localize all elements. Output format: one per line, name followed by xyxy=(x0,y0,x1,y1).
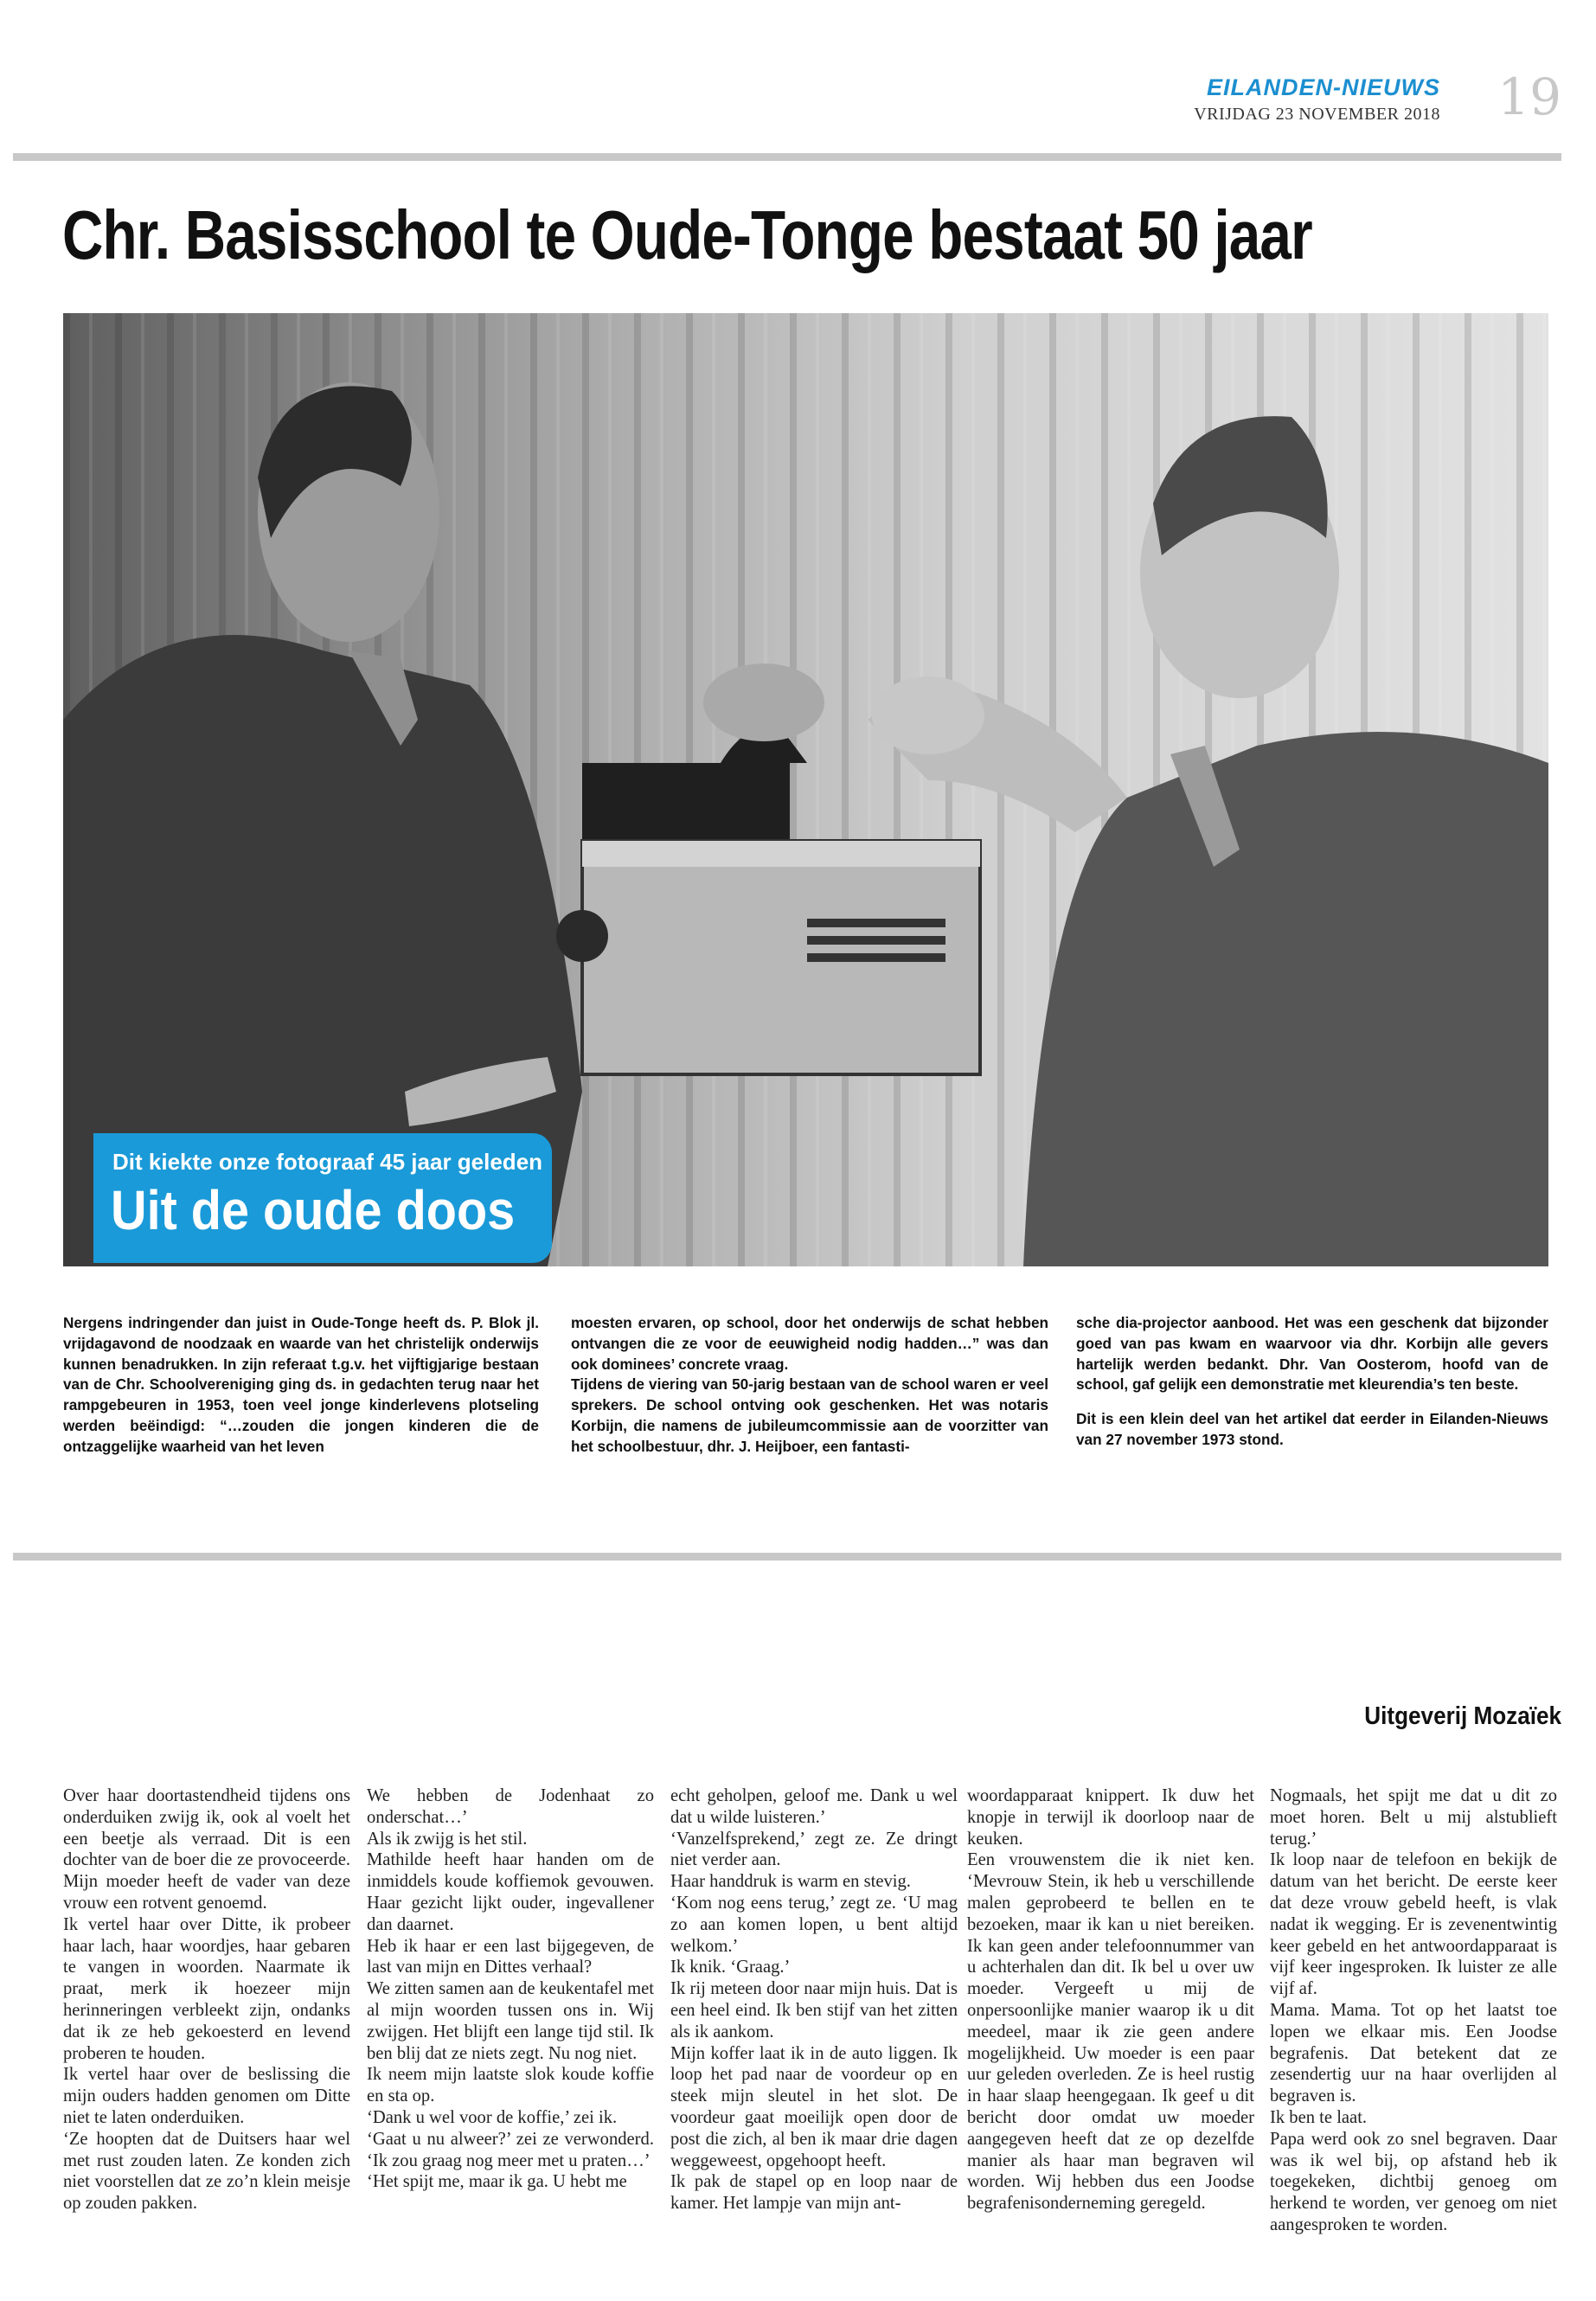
masthead xyxy=(1194,74,1440,125)
story-paragraph: Haar handdruk is warm en stevig. xyxy=(670,1872,911,1892)
story-paragraph: ‘Ze hoopten dat de Duitsers haar wel met rust zouden laten. Ze konden zich niet voorstellen dat ze zo’n klein meisje op zouden pakken. xyxy=(63,2129,350,2214)
story-paragraph: Als ik zwijg is het stil. xyxy=(367,1829,528,1849)
story-paragraph: We hebben de Jodenhaat zo onderschat…’ xyxy=(367,1786,654,1827)
intro-paragraph: sche dia-projector aanbood. Het was een geschenk dat bijzonder goed van pas kwam en waarvoor via dhr. Korbijn alle gevers hartelijk werden bedankt. Dhr. Van Oosterom, hoofd van de school, gaf gelijk een demonstratie met kleurendia’s ten beste. xyxy=(1076,1314,1548,1394)
feature-label xyxy=(93,1133,552,1263)
feature-title: Uit de oude doos xyxy=(111,1179,516,1241)
intro-column-3 xyxy=(1076,1313,1548,1451)
photo-illustration xyxy=(63,313,1548,1266)
archive-photo xyxy=(63,313,1548,1266)
story-paragraph: ‘Dank u wel voor de koffie,’ zei ik. xyxy=(367,2107,618,2127)
story-paragraph: ‘Het spijt me, maar ik ga. U hebt me xyxy=(367,2172,627,2192)
intro-paragraph: Nergens indringender dan juist in Oude-Tonge heeft ds. P. Blok jl. vrijdagavond de noodzaak en waarde van het christelijk onderwijs kunnen benadrukken. In zijn referaat t.g.v. het vijftigjarige bestaan van de Chr. Schoolvereniging ging ds. in gedachten terug naar het rampgebeuren in 1953, toen veel jonge kinderlevens plotseling werden beëindigd: “…zouden die jongen kinderen die de ontzaggelijke waarheid van het leven xyxy=(63,1314,539,1455)
story-paragraph: We zitten samen aan de keukentafel met al mijn woorden tussen ons in. Wij zwijgen. Het blijft een lange tijd stil. Ik ben blij dat ze niets zegt. Nu nog niet. xyxy=(367,1979,654,2063)
story-paragraph: Mijn koffer laat ik in de auto liggen. Ik loop het pad naar de voordeur op en steek mijn sleutel in het slot. De voordeur gaat moeilijk open door de post die zich, al ben ik maar drie dagen weggeweest, opgehoopt heeft. xyxy=(670,2043,958,2170)
story-paragraph: Ik loop naar de telefoon en bekijk de datum van het bericht. De eerste keer dat deze vrouw gebeld heeft, is vlak nadat ik wegging. Er is zevenentwintig keer gebeld en het antwoordapparaat is vijf keer ingesproken. Ik luister ze alle vijf af. xyxy=(1270,1850,1557,1999)
hand-left xyxy=(703,663,824,741)
story-paragraph: Mama. Mama. Tot op het laatst toe lopen we elkaar mis. Een Joodse begrafenis. Dat betekent dat ze zesendertig uur na haar overlijden al begraven is. xyxy=(1270,2000,1557,2106)
story-paragraph: Ik rij meteen door naar mijn huis. Dat is een heel eind. Ik ben stijf van het zitten als ik aankom. xyxy=(670,1979,958,2041)
story-column-5 xyxy=(1270,1785,1557,2236)
intro-column-1 xyxy=(63,1313,539,1458)
story-paragraph: Nogmaals, het spijt me dat u dit zo moet horen. Belt u mij alstublieft terug.’ xyxy=(1270,1786,1557,1849)
story-paragraph: woordapparaat knippert. Ik duw het knopje in terwijl ik doorloop naar de keuken. xyxy=(967,1786,1254,1849)
story-paragraph: Ik knik. ‘Graag.’ xyxy=(670,1958,791,1977)
feature-kicker: Dit kiekte onze fotograaf 45 jaar geleden xyxy=(112,1149,543,1175)
story-column-1 xyxy=(63,1785,350,2214)
story-paragraph: Papa werd ook zo snel begraven. Daar was ik wel bij, op afstand heb ik toegekeken, dichtbij genoeg om herkend te worden, ver genoeg om niet aangesproken te worden. xyxy=(1270,2129,1557,2234)
story-paragraph: Over haar doortastendheid tijdens ons onderduiken zwijg ik, ook al voelt het een beetje als verraad. Dit is een dochter van de boer die ze provoceerde. Mijn moeder heeft de vader van deze vrouw een rotvent genoemd. xyxy=(63,1786,350,1913)
story-paragraph: Ik vertel haar over de beslissing die mijn ouders hadden genomen om Ditte niet te laten onderduiken. xyxy=(63,2065,350,2127)
story-paragraph: Ik ben te laat. xyxy=(1270,2107,1368,2127)
intro-column-2 xyxy=(571,1313,1048,1458)
story-paragraph: Ik vertel haar over Ditte, ik probeer haar lach, haar woordjes, haar gebaren te vangen in woorden. Naarmate ik praat, merk ik hoezeer mijn herinneringen verbleekt zijn, ondanks dat ik ze heb gekoesterd en levend proberen te houden. xyxy=(63,1914,350,2063)
story-paragraph: ‘Gaat u nu alweer?’ zei ze verwonderd. ‘Ik zou graag nog meer met u praten…’ xyxy=(367,2129,654,2170)
story-paragraph: Ik pak de stapel op en loop naar de kamer. Het lampje van mijn ant- xyxy=(670,2172,958,2214)
issue-date: VRIJDAG 23 NOVEMBER 2018 xyxy=(1194,105,1440,124)
story-paragraph: Heb ik haar er een last bijgegeven, de last van mijn en Dittes verhaal? xyxy=(367,1936,654,1977)
story-column-2 xyxy=(367,1785,654,2193)
newspaper-name: EILANDEN-NIEUWS xyxy=(1207,74,1440,100)
story-column-4 xyxy=(967,1785,1254,2214)
story-paragraph: Mathilde heeft haar handen om de inmiddels koude koffiemok gevouwen. Haar gezicht lijkt ouder, ingevallener dan daarnet. xyxy=(367,1850,654,1934)
top-divider xyxy=(13,153,1561,161)
story-paragraph: echt geholpen, geloof me. Dank u wel dat u wilde luisteren.’ xyxy=(670,1786,958,1827)
page-number: 19 xyxy=(1497,67,1561,126)
story-paragraph: ‘Kom nog eens terug,’ zegt ze. ‘U mag zo aan komen lopen, u bent altijd welkom.’ xyxy=(670,1893,958,1956)
publisher-credit: Uitgeverij Mozaïek xyxy=(1364,1702,1561,1730)
story-paragraph: ‘Vanzelfsprekend,’ zegt ze. Ze dringt niet verder aan. xyxy=(670,1829,958,1870)
story-paragraph: Ik neem mijn laatste slok koude koffie en sta op. xyxy=(367,2065,654,2106)
intro-paragraph: moesten ervaren, op school, door het onderwijs de schat hebben ontvangen die ze voor de eeuwigheid nodig hadden…” was dan ook dominees’ concrete vraag. xyxy=(571,1314,1048,1373)
intro-paragraph: Tijdens de viering van 50-jarig bestaan van de school waren er veel sprekers. De school ontving ook geschenken. Het was notaris Korbijn, die namens de jubileumcommissie aan de voorzitter van het schoolbestuur, dhr. J. Heijboer, een fantasti- xyxy=(571,1375,1048,1455)
hand-right xyxy=(872,676,984,754)
headline: Chr. Basisschool te Oude-Tonge bestaat 50 jaar xyxy=(62,196,1312,273)
story-paragraph: Een vrouwenstem die ik niet ken. ‘Mevrouw Stein, ik heb u verschillende malen geprobeerd te bellen en te bezoeken, maar ik kan u niet bereiken. Ik kan geen ander telefoonnummer van u achterhalen dan dit. Ik bel u over uw moeder. Vergeeft u mij de onpersoonlijke manier waarop ik u dit meedeel, maar ik zie geen andere mogelijkheid. Uw moeder is een paar uur geleden overleden. Ze is heel rustig in haar slaap heengegaan. Ik geef u dit bericht door omdat uw moeder aangegeven heeft dat ze op dezelfde manier als haar man begraven wil worden. Wij hebben dus een Joodse begrafenisonderneming geregeld. xyxy=(967,1850,1254,2214)
story-column-3 xyxy=(670,1785,958,2214)
intro-paragraph: Dit is een klein deel van het artikel dat eerder in Eilanden-Nieuws van 27 november 1973 stond. xyxy=(1076,1410,1548,1448)
section-divider xyxy=(13,1553,1561,1561)
